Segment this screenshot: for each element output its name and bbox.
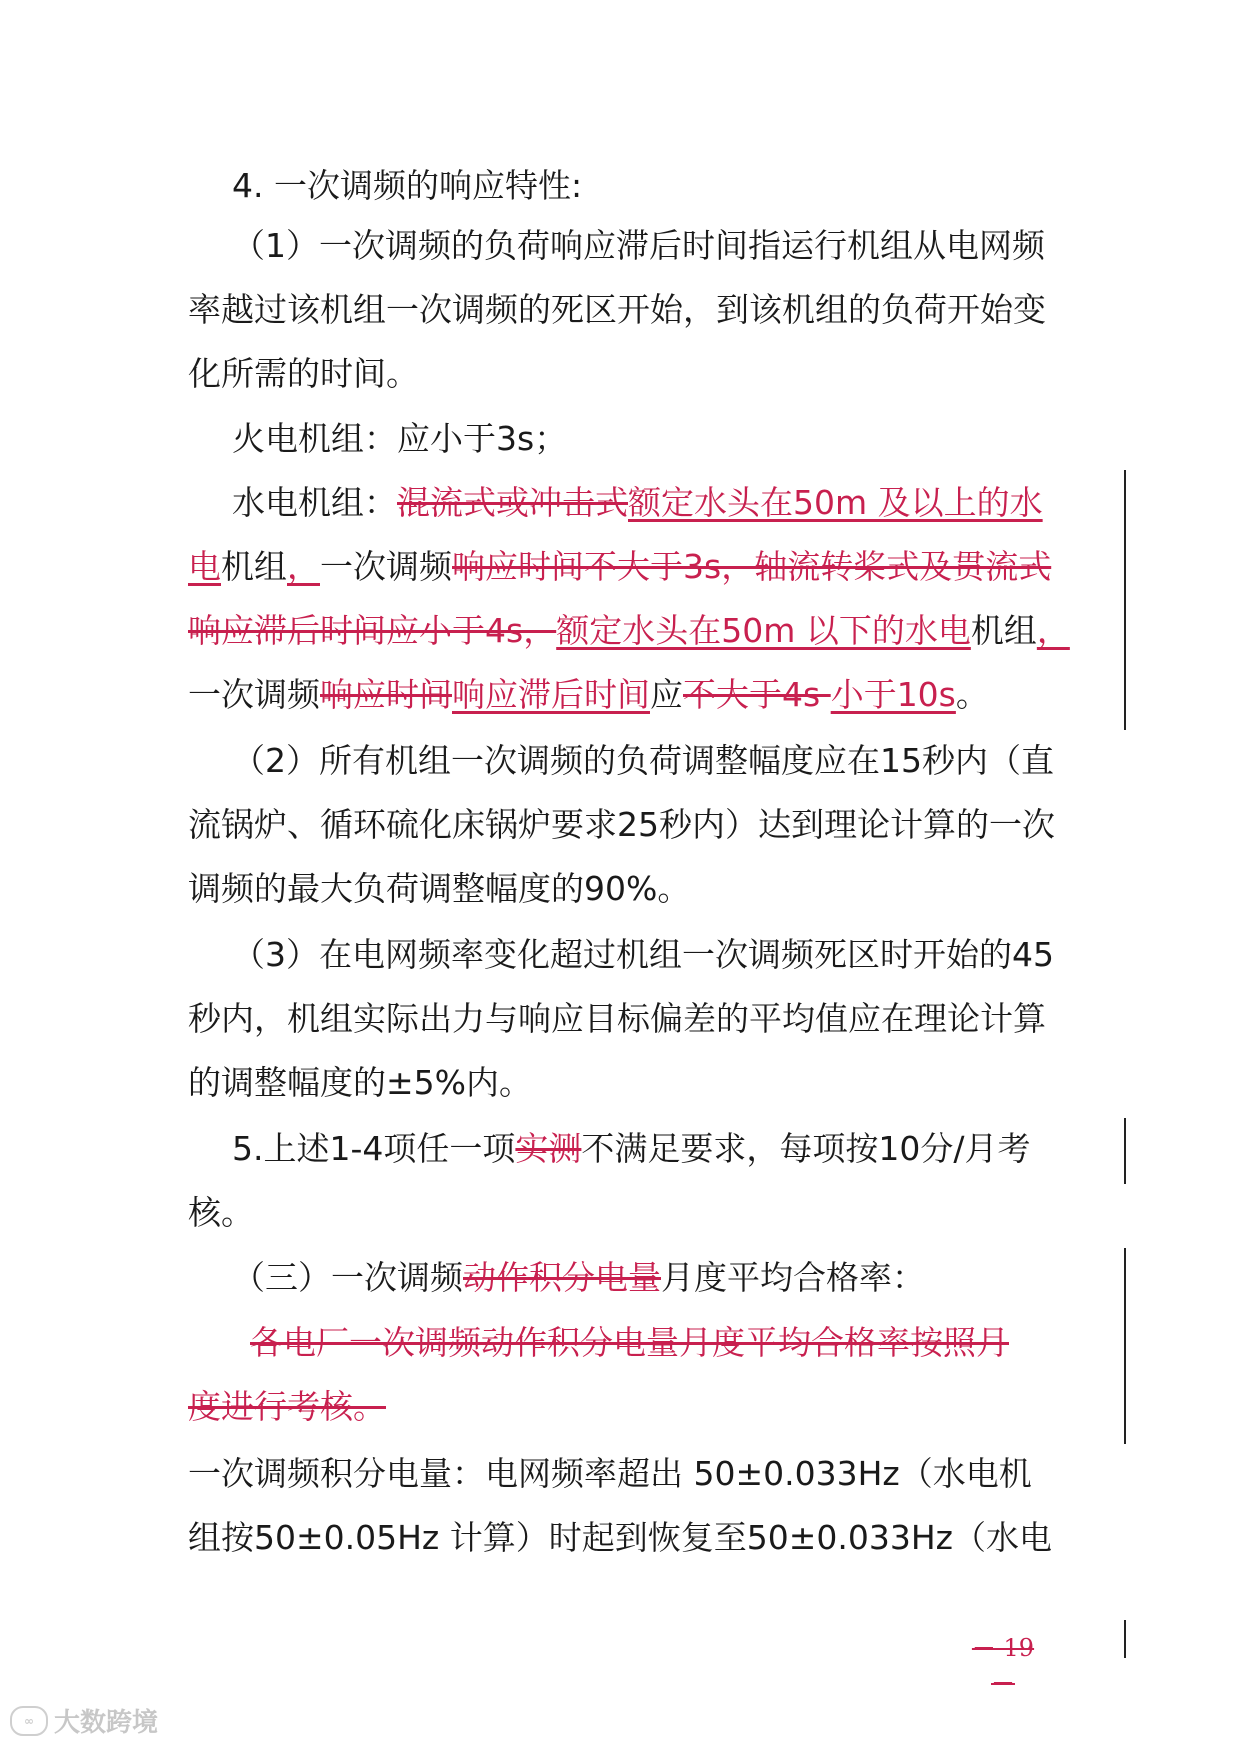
para-3-line-3: 的调整幅度的±5%内。 [188, 1063, 533, 1102]
thermal-unit-requirement: 火电机组：应小于3s； [232, 419, 568, 458]
item-5-line-1: 5.上述1-4项任一项 实测 不满足要求，每项按10分/月考 [232, 1129, 1031, 1168]
para-2-line-2: 流锅炉、循环硫化床锅炉要求25秒内）达到理论计算的一次 [188, 805, 1055, 844]
integral-line-1: 一次调频积分电量：电网频率超出 50±0.033Hz（水电机 [188, 1454, 1032, 1493]
para-3-line-2: 秒内，机组实际出力与响应目标偏差的平均值应在理论计算 [188, 999, 1046, 1038]
inserted-text: 电 [188, 547, 221, 586]
deleted-text: 动作积分电量 [463, 1258, 661, 1297]
para-1-line-2: 率越过该机组一次调频的死区开始，到该机组的负荷开始变 [188, 290, 1046, 329]
para-1-line-1: （1）一次调频的负荷响应滞后时间指运行机组从电网频 [232, 226, 1045, 265]
deleted-text: 响应滞后时间应小于4s， [188, 611, 557, 650]
change-bar [1124, 1248, 1126, 1444]
para-1-line-3: 化所需的时间。 [188, 354, 419, 393]
para-3-line-1: （3）在电网频率变化超过机组一次调频死区时开始的45 [232, 935, 1054, 974]
inserted-text: 额定水头在50m 及以上的水 [628, 483, 1043, 522]
inserted-text: 小于10s [830, 675, 956, 714]
change-bar [1124, 470, 1126, 730]
page-number: － 19 － [971, 1634, 1035, 1697]
section-3-heading: （三）一次调频 动作积分电量 月度平均合格率： [232, 1258, 925, 1297]
inserted-text: 额定水头在50m 以下的水电 [556, 611, 971, 650]
para-2-line-3: 调频的最大负荷调整幅度的90%。 [188, 869, 691, 908]
hydro-line-4: 一次调频 响应时间 响应滞后时间 应 不大于4s 小于10s 。 [188, 675, 989, 714]
inserted-text: 响应滞后时间 [452, 675, 650, 714]
deleted-paragraph-line-2: 度进行考核。 [188, 1387, 386, 1426]
watermark-logo-icon: ∞ [10, 1706, 48, 1736]
deleted-text: 混流式或冲击式 [397, 483, 628, 522]
integral-line-2: 组按50±0.05Hz 计算）时起到恢复至50±0.033Hz（水电 [188, 1518, 1052, 1557]
watermark: ∞ 大数跨境 [10, 1702, 158, 1739]
para-2-line-1: （2）所有机组一次调频的负荷调整幅度应在15秒内（直 [232, 741, 1054, 780]
hydro-line-2: 电 机组 ， 一次调频 响应时间不大于3s，轴流转桨式及贯流式 [188, 547, 1052, 586]
deleted-text: 实测 [515, 1129, 582, 1168]
item-5-line-2: 核。 [188, 1193, 254, 1232]
inserted-text: ， [1036, 611, 1070, 650]
deleted-text: 响应时间不大于3s，轴流转桨式及贯流式 [452, 547, 1052, 586]
deleted-text: 不大于4s [683, 675, 831, 714]
deleted-text: 响应时间 [320, 675, 452, 714]
inserted-text: ， [287, 547, 320, 586]
change-bar [1124, 1620, 1126, 1658]
deleted-paragraph-line-1: 各电厂一次调频动作积分电量月度平均合格率按照月 [250, 1323, 1009, 1362]
heading-4: 4. 一次调频的响应特性: [232, 166, 583, 205]
hydro-line-1: 水电机组： 混流式或冲击式 额定水头在50m 及以上的水 [232, 483, 1043, 522]
change-bar [1124, 1118, 1126, 1184]
hydro-line-3: 响应滞后时间应小于4s， 额定水头在50m 以下的水电 机组 ， [188, 611, 1070, 650]
